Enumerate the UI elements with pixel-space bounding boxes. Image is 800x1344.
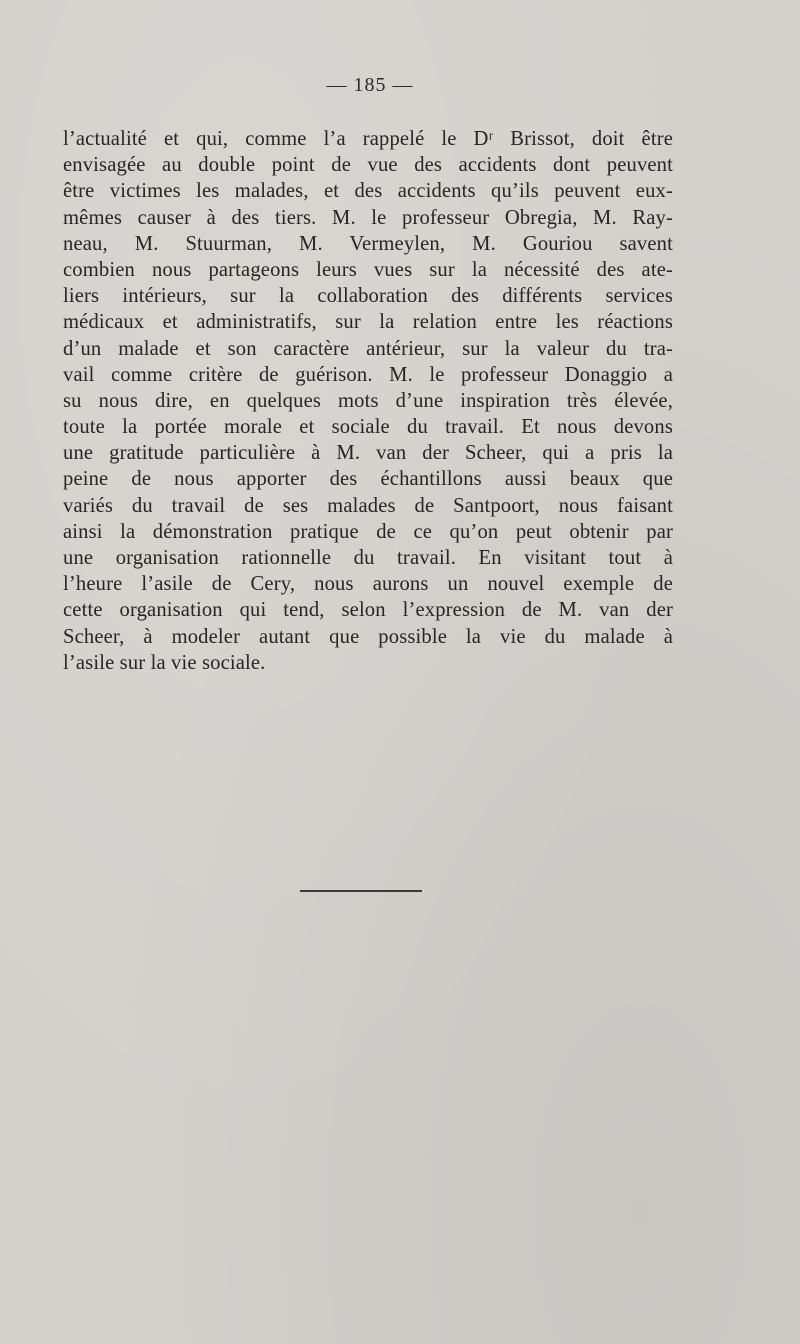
text-line: d’un malade et son caractère antérieur, sur la valeur du tra- (63, 337, 673, 360)
text-line: être victimes les malades, et des accidents qu’ils peuvent eux- (63, 180, 673, 203)
section-divider-rule (300, 890, 422, 892)
text-line: l’heure l’asile de Cery, nous aurons un nouvel exemple de (63, 573, 673, 596)
text-line: combien nous partageons leurs vues sur la nécessité des ate- (63, 258, 673, 281)
text-line: peine de nous apporter des échantillons aussi beaux que (63, 468, 673, 491)
text-line: vail comme critère de guérison. M. le professeur Donaggio a (63, 363, 673, 386)
text-line: neau, M. Stuurman, M. Vermeylen, M. Gouriou savent (63, 232, 673, 255)
text-line: Scheer, à modeler autant que possible la vie du malade à (63, 625, 673, 648)
text-line: cette organisation qui tend, selon l’expression de M. van der (63, 599, 673, 622)
text-line: ainsi la démonstration pratique de ce qu’on peut obtenir par (63, 520, 673, 543)
text-line: envisagée au double point de vue des accidents dont peuvent (63, 154, 673, 177)
text-line: variés du travail de ses malades de Santpoort, nous faisant (63, 494, 673, 517)
text-line: une gratitude particulière à M. van der Scheer, qui a pris la (63, 442, 673, 465)
text-line: l’actualité et qui, comme l’a rappelé le Dʳ Brissot, doit être (63, 128, 673, 150)
text-line: une organisation rationnelle du travail. En visitant tout à (63, 547, 673, 569)
text-line: su nous dire, en quelques mots d’une inspiration très élevée, (63, 389, 673, 412)
text-line: médicaux et administratifs, sur la relation entre les réactions (63, 311, 673, 334)
page-number: — 185 — (326, 74, 414, 96)
text-line: liers intérieurs, sur la collaboration des différents services (63, 285, 673, 308)
text-line: toute la portée morale et sociale du travail. Et nous devons (63, 416, 673, 439)
body-paragraph (63, 126, 673, 676)
text-line: mêmes causer à des tiers. M. le professeur Obregia, M. Ray- (63, 206, 673, 229)
text-line-last: l’asile sur la vie sociale. (63, 651, 266, 674)
